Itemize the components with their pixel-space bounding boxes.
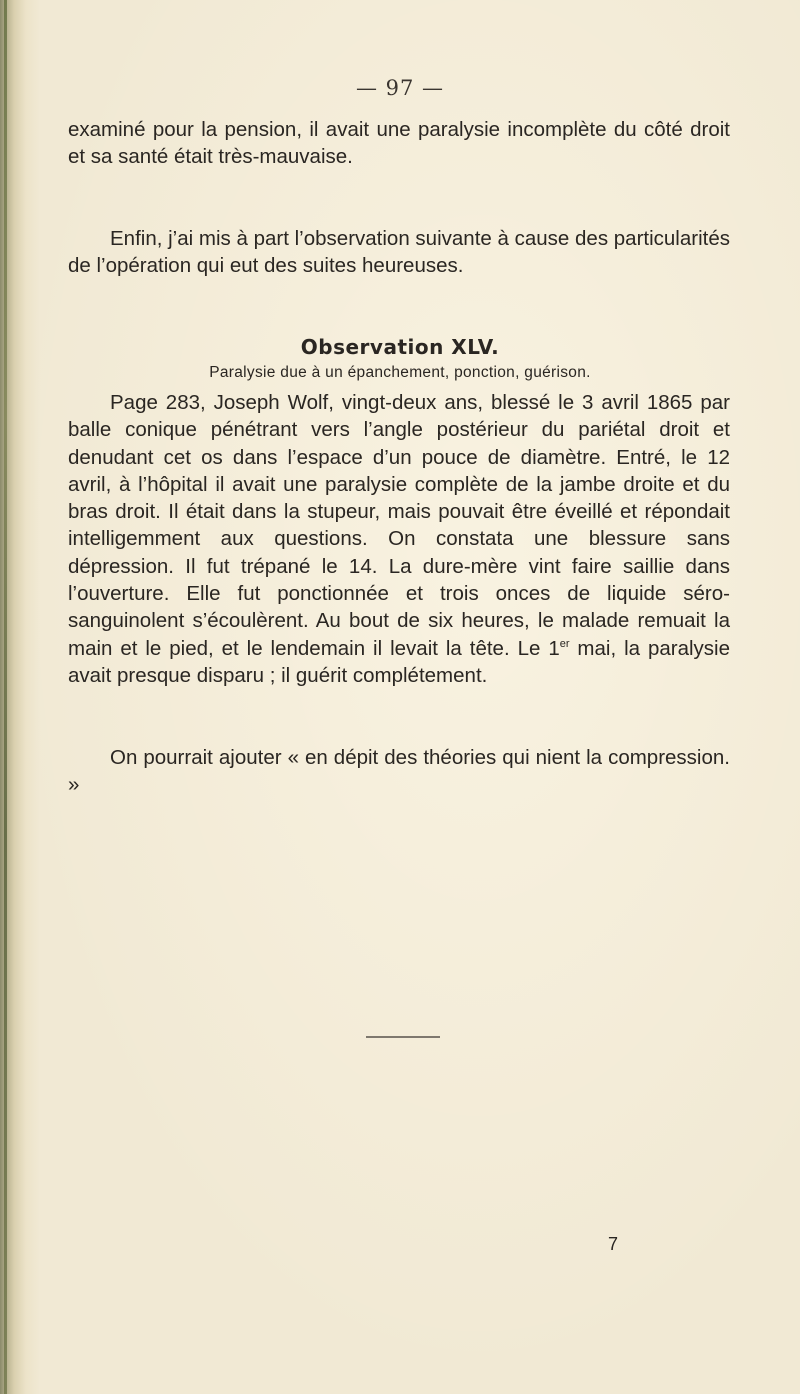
page-gutter: [0, 0, 40, 1394]
binding-edge: [4, 0, 7, 1394]
paragraph-3-body: Page 283, Joseph Wolf, vingt-deux ans, blessé le 3 avril 1865 par balle conique pénétrant vers l’angle postérieur du pariétal droit et denudant cet os dans l’espace d’un pouce de diamètre. Entré, le 12 avril, à l’hôpital il avait une paralysie complète de la jambe droite et du bras droit. Il était dans la stupeur, mais pouvait être éveillé et répondait intelligemment aux questions. On constata une blessure sans dépression. Il fut trépané le 14. La dure-mère vint faire saillie dans l’ouverture. Elle fut ponctionnée et trois onces de liquide séro-sanguinolent s’écoulèrent. Au bout de six heures, le malade remuait la main et le pied, et le lendemain il levait la tête. Le: [68, 391, 730, 660]
end-rule: [366, 1036, 440, 1038]
paragraph-2: Enfin, j’ai mis à part l’observation suivante à cause des particularités de l’opération qui eut des suites heureuses.: [68, 227, 730, 278]
paragraph-3: [68, 389, 730, 689]
observation-title: Observation XLV.: [300, 335, 500, 359]
paragraph-3-day: 1: [548, 636, 560, 660]
paragraph-3-tail: mai, la paralysie avait presque disparu ; il guérit complétement.: [68, 636, 730, 687]
observation-subtitle: Paralysie due à un épanchement, ponction, guérison.: [209, 364, 591, 381]
signature-mark: 7: [608, 1234, 619, 1254]
paragraph-1: examiné pour la pension, il avait une paralysie incomplète du côté droit et sa santé était très-mauvaise.: [68, 118, 730, 169]
paragraph-4: On pourrait ajouter « en dépit des théories qui nient la compression. »: [68, 746, 730, 797]
paragraph-3-superscript: er: [559, 637, 570, 650]
running-head: — 97 —: [355, 76, 445, 100]
